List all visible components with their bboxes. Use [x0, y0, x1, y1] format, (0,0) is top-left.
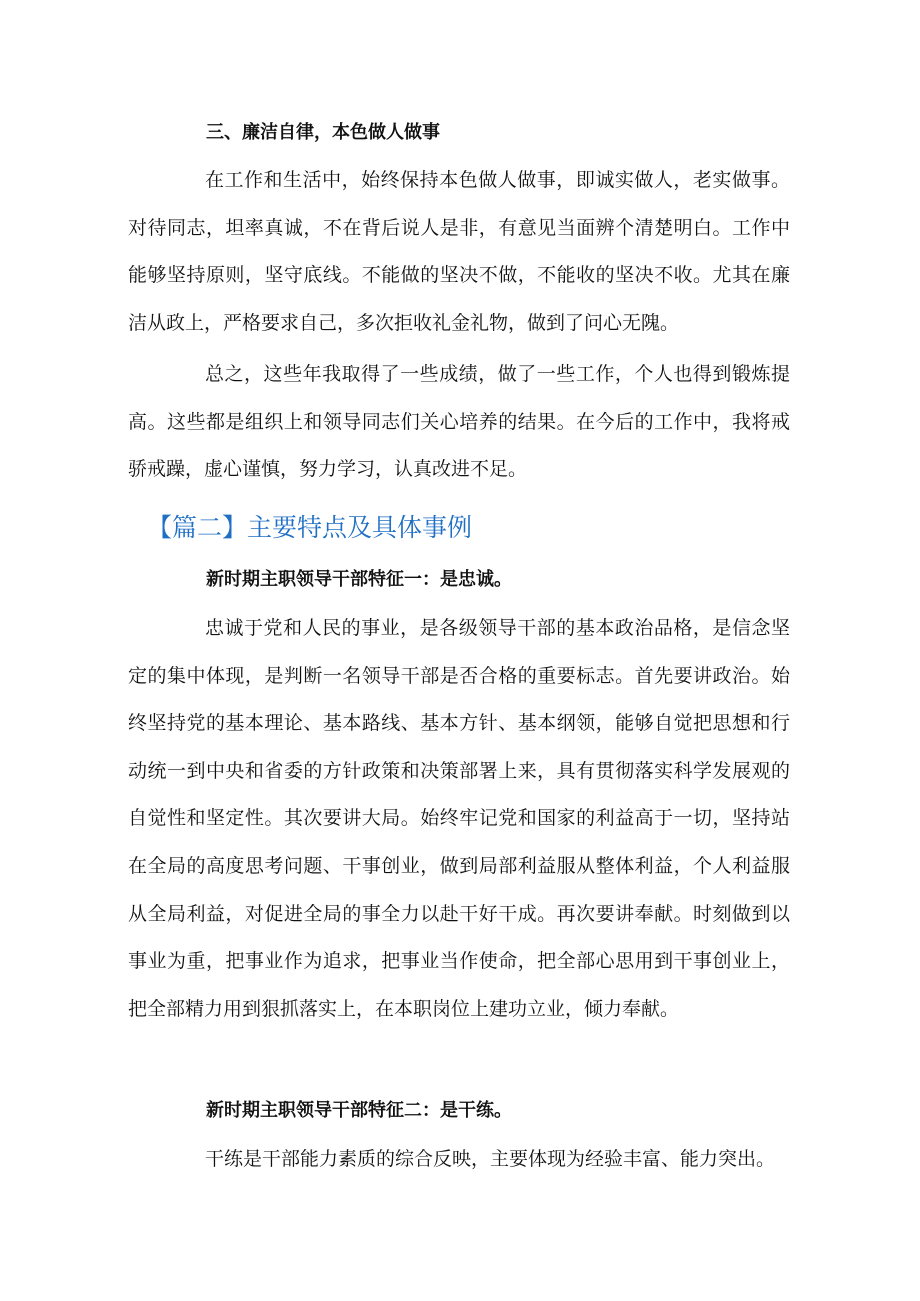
summary-paragraph: 总之，这些年我取得了一些成绩，做了一些工作，个人也得到锻炼提高。这些都是组织上和领导同志们关心培养的结果。在今后的工作中，我将戒骄戒躁，虚心谨慎，努力学习，认真改进不足。: [128, 363, 790, 481]
trait2-paragraph: 干练是干部能力素质的综合反映，主要体现为经验丰富、能力突出。: [205, 1148, 776, 1170]
trait2-heading: 新时期主职领导干部特征二：是干练。: [206, 1100, 512, 1121]
section3-paragraph: 在工作和生活中，始终保持本色做人做事，即诚实做人，老实做事。对待同志，坦率真诚，不在背后说人是非，有意见当面辨个清楚明白。工作中能够坚持原则，坚守底线。不能做的坚决不做，不能收的坚决不收。尤其在廉洁从政上，严格要求自己，多次拒收礼金礼物，做到了问心无隗。: [128, 169, 790, 334]
section3-heading: 三、廉洁自律，本色做人做事: [206, 122, 440, 143]
part2-section-title: 【篇二】主要特点及具体事例: [147, 513, 473, 542]
trait1-heading: 新时期主职领导干部特征一：是忠诚。: [206, 569, 512, 590]
trait1-paragraph: 忠诚于党和人民的事业，是各级领导干部的基本政治品格，是信念坚定的集中体现，是判断一名领导干部是否合格的重要标志。首先要讲政治。始终坚持党的基本理论、基本路线、基本方针、基本纲领，能够自觉把思想和行动统一到中央和省委的方针政策和决策部署上来，具有贯彻落实科学发展观的自觉性和坚定性。其次要讲大局。始终牢记党和国家的利益高于一切，坚持站在全局的高度思考问题、干事创业，做到局部利益服从整体利益，个人利益服从全局利益，对促进全局的事全力以赴干好干成。再次要讲奉献。时刻做到以事业为重，把事业作为追求，把事业当作使命，把全部心思用到干事创业上，把全部精力用到狠抓落实上，在本职岗位上建功立业，倾力奉献。: [128, 617, 790, 1020]
